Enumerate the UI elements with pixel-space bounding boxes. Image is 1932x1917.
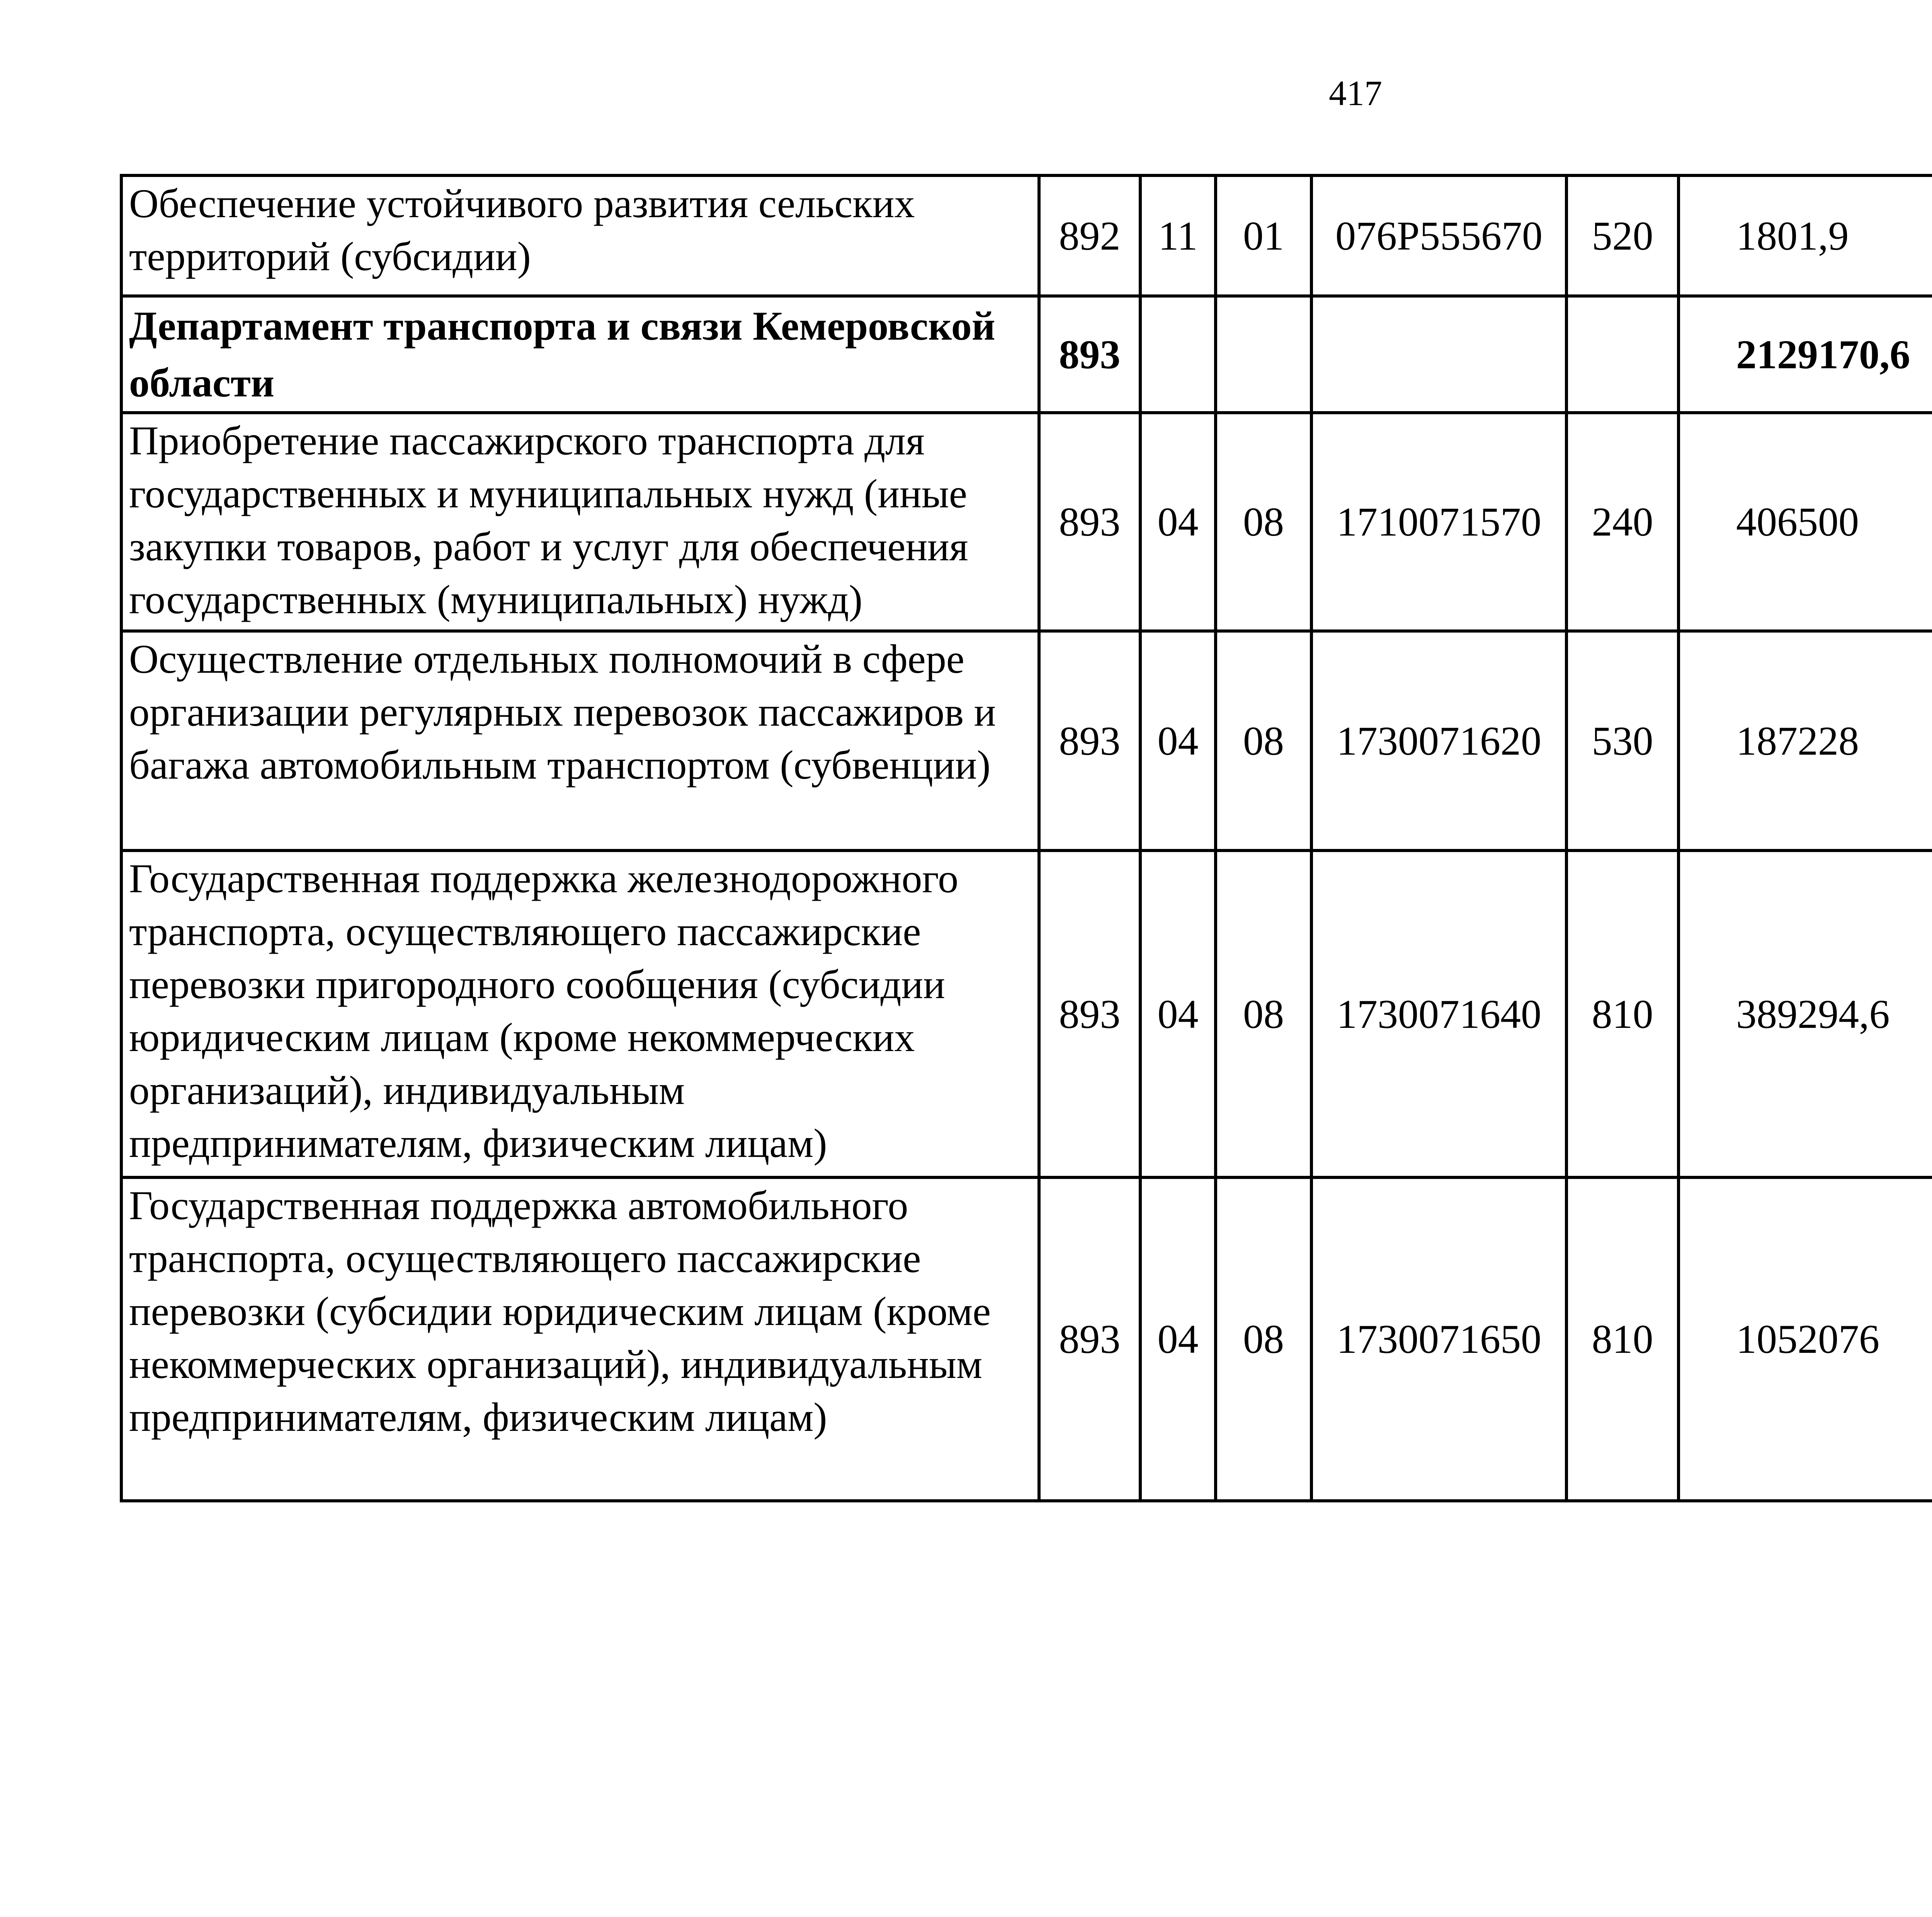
amount-1-cell: 187228 <box>1679 631 1932 850</box>
subsection-cell: 01 <box>1216 175 1311 296</box>
page-number: 417 <box>1329 73 1382 113</box>
target-article-cell: 1730071650 <box>1311 1177 1566 1501</box>
row-name-cell: Осуществление отдельных полномочий в сфере организации регулярных перевозок пассажиров и багажа автомобильным транспортом (субвенции) <box>121 631 1039 850</box>
amount-1-cell: 1801,9 <box>1679 175 1932 296</box>
department-code-cell: 893 <box>1039 1177 1140 1501</box>
subsection-cell <box>1216 296 1311 413</box>
expense-type-cell: 810 <box>1566 850 1679 1177</box>
amount-1-cell: 389294,6 <box>1679 850 1932 1177</box>
section-cell: 04 <box>1140 1177 1216 1501</box>
table-row <box>121 631 1932 850</box>
row-name-cell: Департамент транспорта и связи Кемеровской области <box>121 296 1039 413</box>
amount-1-cell: 1052076 <box>1679 1177 1932 1501</box>
table-row <box>121 850 1932 1177</box>
section-cell: 04 <box>1140 850 1216 1177</box>
table-row <box>121 175 1932 296</box>
department-code-cell: 893 <box>1039 296 1140 413</box>
section-cell <box>1140 296 1216 413</box>
table-row <box>121 1177 1932 1501</box>
expense-type-cell: 530 <box>1566 631 1679 850</box>
section-cell: 11 <box>1140 175 1216 296</box>
row-name-cell: Обеспечение устойчивого развития сельских территорий (субсидии) <box>121 175 1039 296</box>
subsection-cell: 08 <box>1216 413 1311 631</box>
section-cell: 04 <box>1140 413 1216 631</box>
amount-1-cell: 2129170,6 <box>1679 296 1932 413</box>
department-code-cell: 893 <box>1039 631 1140 850</box>
subsection-cell: 08 <box>1216 850 1311 1177</box>
table-row-department-total <box>121 296 1932 413</box>
department-code-cell: 893 <box>1039 850 1140 1177</box>
amount-1-cell: 406500 <box>1679 413 1932 631</box>
department-code-cell: 893 <box>1039 413 1140 631</box>
expense-type-cell <box>1566 296 1679 413</box>
table-row <box>121 413 1932 631</box>
subsection-cell: 08 <box>1216 631 1311 850</box>
target-article-cell: 1730071640 <box>1311 850 1566 1177</box>
row-name-cell: Государственная поддержка железнодорожного транспорта, осуществляющего пассажирские перевозки пригородного сообщения (субсидии юридическим лицам (кроме некоммерческих организаций), индивидуальным предпринимателям, физическим лицам) <box>121 850 1039 1177</box>
department-code-cell: 892 <box>1039 175 1140 296</box>
section-cell: 04 <box>1140 631 1216 850</box>
row-name-cell: Приобретение пассажирского транспорта для государственных и муниципальных нужд (иные закупки товаров, работ и услуг для обеспечения государственных (муниципальных) нужд) <box>121 413 1039 631</box>
target-article-cell: 1730071620 <box>1311 631 1566 850</box>
target-article-cell: 1710071570 <box>1311 413 1566 631</box>
expense-type-cell: 520 <box>1566 175 1679 296</box>
expense-type-cell: 240 <box>1566 413 1679 631</box>
target-article-cell: 076P555670 <box>1311 175 1566 296</box>
expense-type-cell: 810 <box>1566 1177 1679 1501</box>
budget-table <box>120 174 1932 1502</box>
subsection-cell: 08 <box>1216 1177 1311 1501</box>
target-article-cell <box>1311 296 1566 413</box>
row-name-cell: Государственная поддержка автомобильного транспорта, осуществляющего пассажирские перевозки (субсидии юридическим лицам (кроме некоммерческих организаций), индивидуальным предпринимателям, физическим лицам) <box>121 1177 1039 1501</box>
